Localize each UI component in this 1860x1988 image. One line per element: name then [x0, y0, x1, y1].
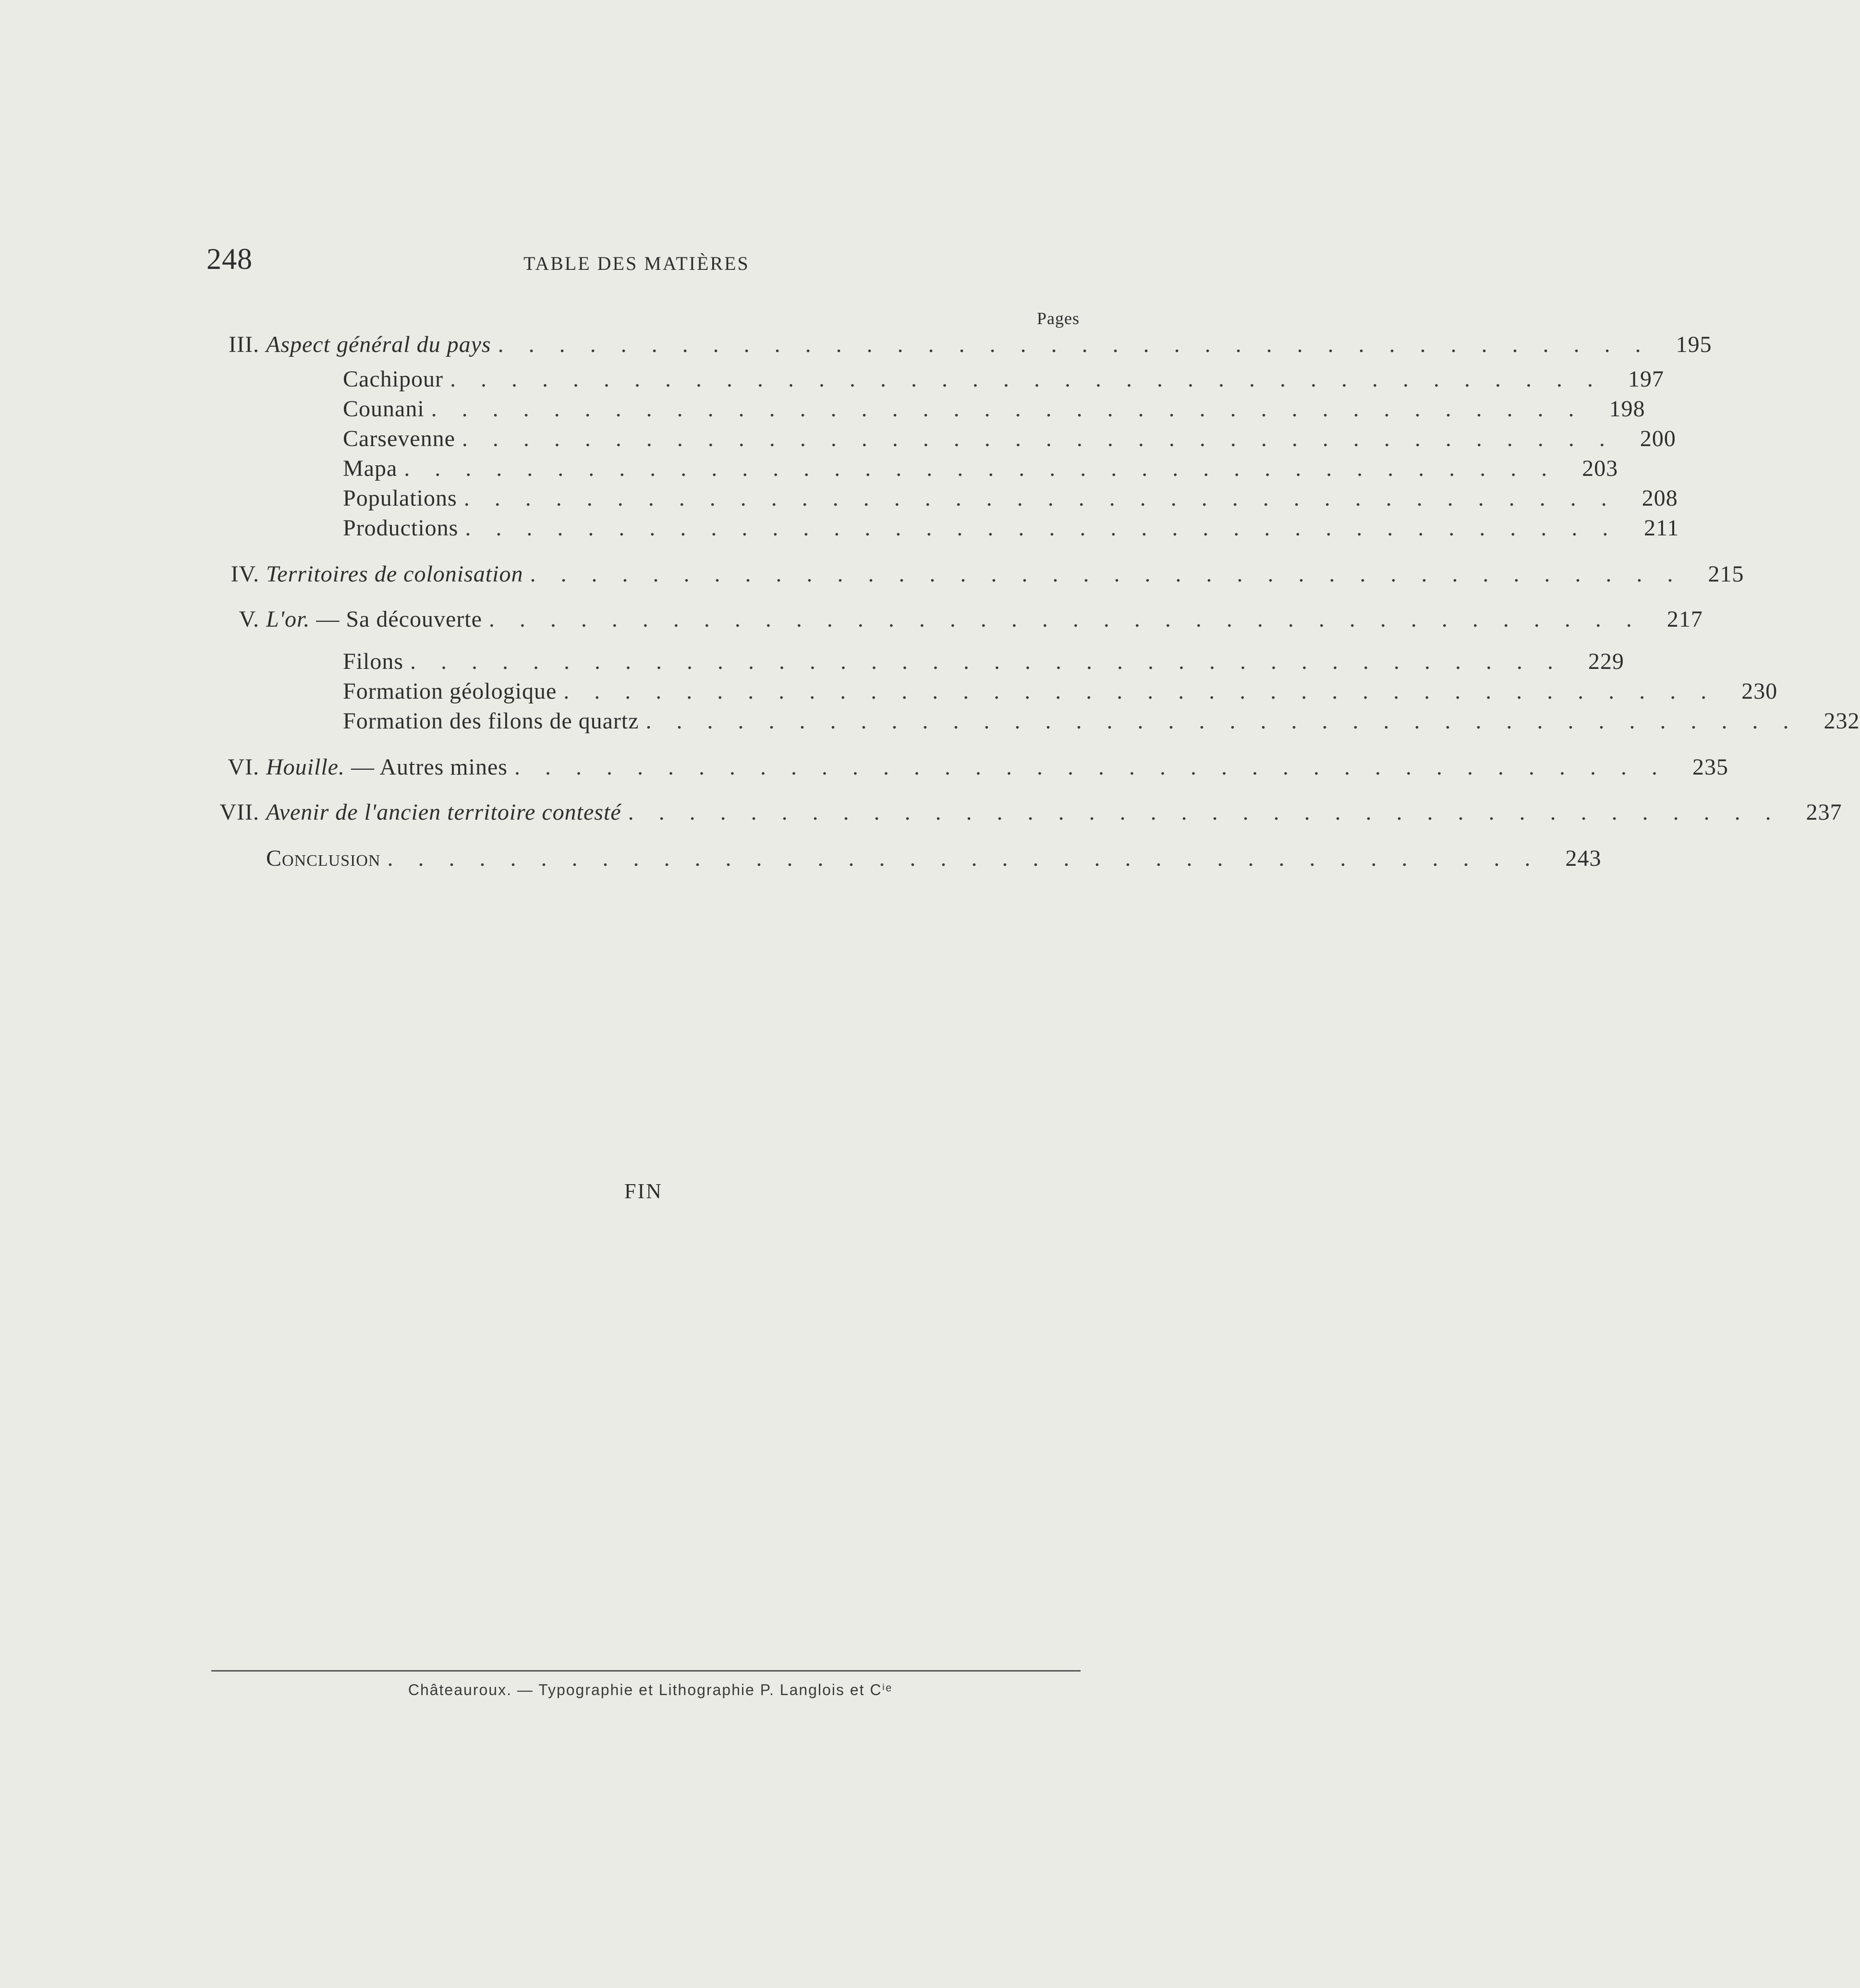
section-title: Houille. — Autres mines — [266, 754, 508, 780]
section-title: Avenir de l'ancien territoire contesté — [266, 800, 621, 825]
leader-dots: . . . . . . . . . . . . . . . . . . . . . . . . . . . . . . . . . . . . . . — [450, 366, 1603, 392]
section-numeral: V. — [239, 606, 259, 632]
leader-dots: . . . . . . . . . . . . . . . . . . . . . . . . . . . . . . . . . . . . . . — [488, 606, 1641, 632]
fin-text: FIN — [624, 1179, 663, 1203]
leader-dots: . . . . . . . . . . . . . . . . . . . . . . . . . . . . . . . . . . . . . . — [404, 456, 1557, 481]
toc-entry-iv — [207, 561, 1744, 594]
page-number: 248 — [207, 243, 253, 276]
section-title: L'or. — Sa découverte — [266, 606, 482, 632]
page-ref: 203 — [1582, 456, 1618, 481]
page-ref: 198 — [1609, 396, 1645, 422]
page-ref: 208 — [1641, 485, 1678, 511]
toc-subentry-counani — [207, 396, 1645, 429]
page-ref: 229 — [1588, 649, 1625, 674]
leader-dots: . . . . . . . . . . . . . . . . . . . . . . . . . . . . . . . . . . . . . . — [465, 515, 1618, 541]
toc-entry-vii — [207, 799, 1842, 833]
toc-subentry-filons — [207, 648, 1625, 682]
leader-dots: . . . . . . . . . . . . . . . . . . . . . . . . . . . . . . . . . . . . . . — [462, 426, 1615, 451]
subsection-title: Filons — [343, 649, 404, 674]
leader-dots: . . . . . . . . . . . . . . . . . . . . . . . . . . . . . . . . . . . . . . — [645, 708, 1799, 734]
page-ref: 211 — [1644, 515, 1679, 541]
subsection-title: Populations — [343, 485, 457, 511]
section-numeral: IV. — [231, 561, 259, 587]
toc-subentry-productions — [207, 515, 1679, 548]
leader-dots: . . . . . . . . . . . . . . . . . . . . . . . . . . . . . . . . . . . . . . — [410, 649, 1563, 674]
toc-subentry-formation-geologique — [207, 678, 1778, 712]
toc-entry-conclusion — [207, 845, 1602, 879]
running-title: TABLE DES MATIÈRES — [523, 253, 750, 274]
section-title: Aspect général du pays — [266, 332, 491, 357]
page-ref: 215 — [1708, 561, 1744, 587]
leader-dots: . . . . . . . . . . . . . . . . . . . . . . . . . . . . . . . . . . . . . . — [387, 846, 1540, 871]
section-title: Territoires de colonisation — [266, 561, 523, 587]
toc-subentry-mapa — [207, 455, 1618, 489]
toc-subentry-carsevenne — [207, 425, 1676, 459]
section-numeral: VI. — [228, 754, 259, 780]
page-ref: 232 — [1824, 708, 1860, 734]
subsection-title: Counani — [343, 396, 425, 422]
toc-subentry-populations — [207, 485, 1678, 519]
page-ref: 230 — [1741, 679, 1778, 704]
pages-column-label: Pages — [1037, 309, 1080, 328]
page-ref: 237 — [1806, 800, 1842, 825]
subsection-title: Formation des filons de quartz — [343, 708, 639, 734]
leader-dots: . . . . . . . . . . . . . . . . . . . . . . . . . . . . . . . . . . . . . . — [514, 754, 1667, 780]
toc-subentry-cachipour — [207, 366, 1664, 400]
subsection-title: Carsevenne — [343, 426, 455, 451]
page-ref: 243 — [1565, 846, 1602, 871]
leader-dots: . . . . . . . . . . . . . . . . . . . . . . . . . . . . . . . . . . . . . . — [431, 396, 1584, 422]
page-ref: 200 — [1640, 426, 1676, 451]
subsection-title: Mapa — [343, 456, 398, 481]
page-ref: 197 — [1628, 366, 1664, 392]
section-numeral: VII. — [219, 800, 259, 825]
subsection-title: Productions — [343, 515, 459, 541]
toc-entry-vi — [207, 754, 1728, 788]
printer-imprint: Châteauroux. — Typographie et Lithographie P. Langlois et Cⁱᵉ — [408, 1681, 893, 1698]
section-numeral: III. — [229, 332, 259, 357]
subsection-title: Formation géologique — [343, 679, 557, 704]
subsection-title: Cachipour — [343, 366, 443, 392]
toc-entry-v — [207, 606, 1703, 640]
page-ref: 195 — [1676, 332, 1712, 357]
leader-dots: . . . . . . . . . . . . . . . . . . . . . . . . . . . . . . . . . . . . . . — [628, 800, 1781, 825]
leader-dots: . . . . . . . . . . . . . . . . . . . . . . . . . . . . . . . . . . . . . . — [498, 332, 1651, 357]
toc-entry-iii — [207, 331, 1712, 365]
leader-dots: . . . . . . . . . . . . . . . . . . . . . . . . . . . . . . . . . . . . . . — [563, 679, 1716, 704]
footer-rule — [211, 1670, 1081, 1672]
page-ref: 235 — [1692, 754, 1728, 780]
leader-dots: . . . . . . . . . . . . . . . . . . . . . . . . . . . . . . . . . . . . . . — [530, 561, 1683, 587]
leader-dots: . . . . . . . . . . . . . . . . . . . . . . . . . . . . . . . . . . . . . . — [463, 485, 1617, 511]
toc-subentry-formation-filons — [207, 708, 1860, 741]
page-ref: 217 — [1666, 606, 1703, 632]
conclusion-title: Conclusion — [266, 846, 381, 871]
